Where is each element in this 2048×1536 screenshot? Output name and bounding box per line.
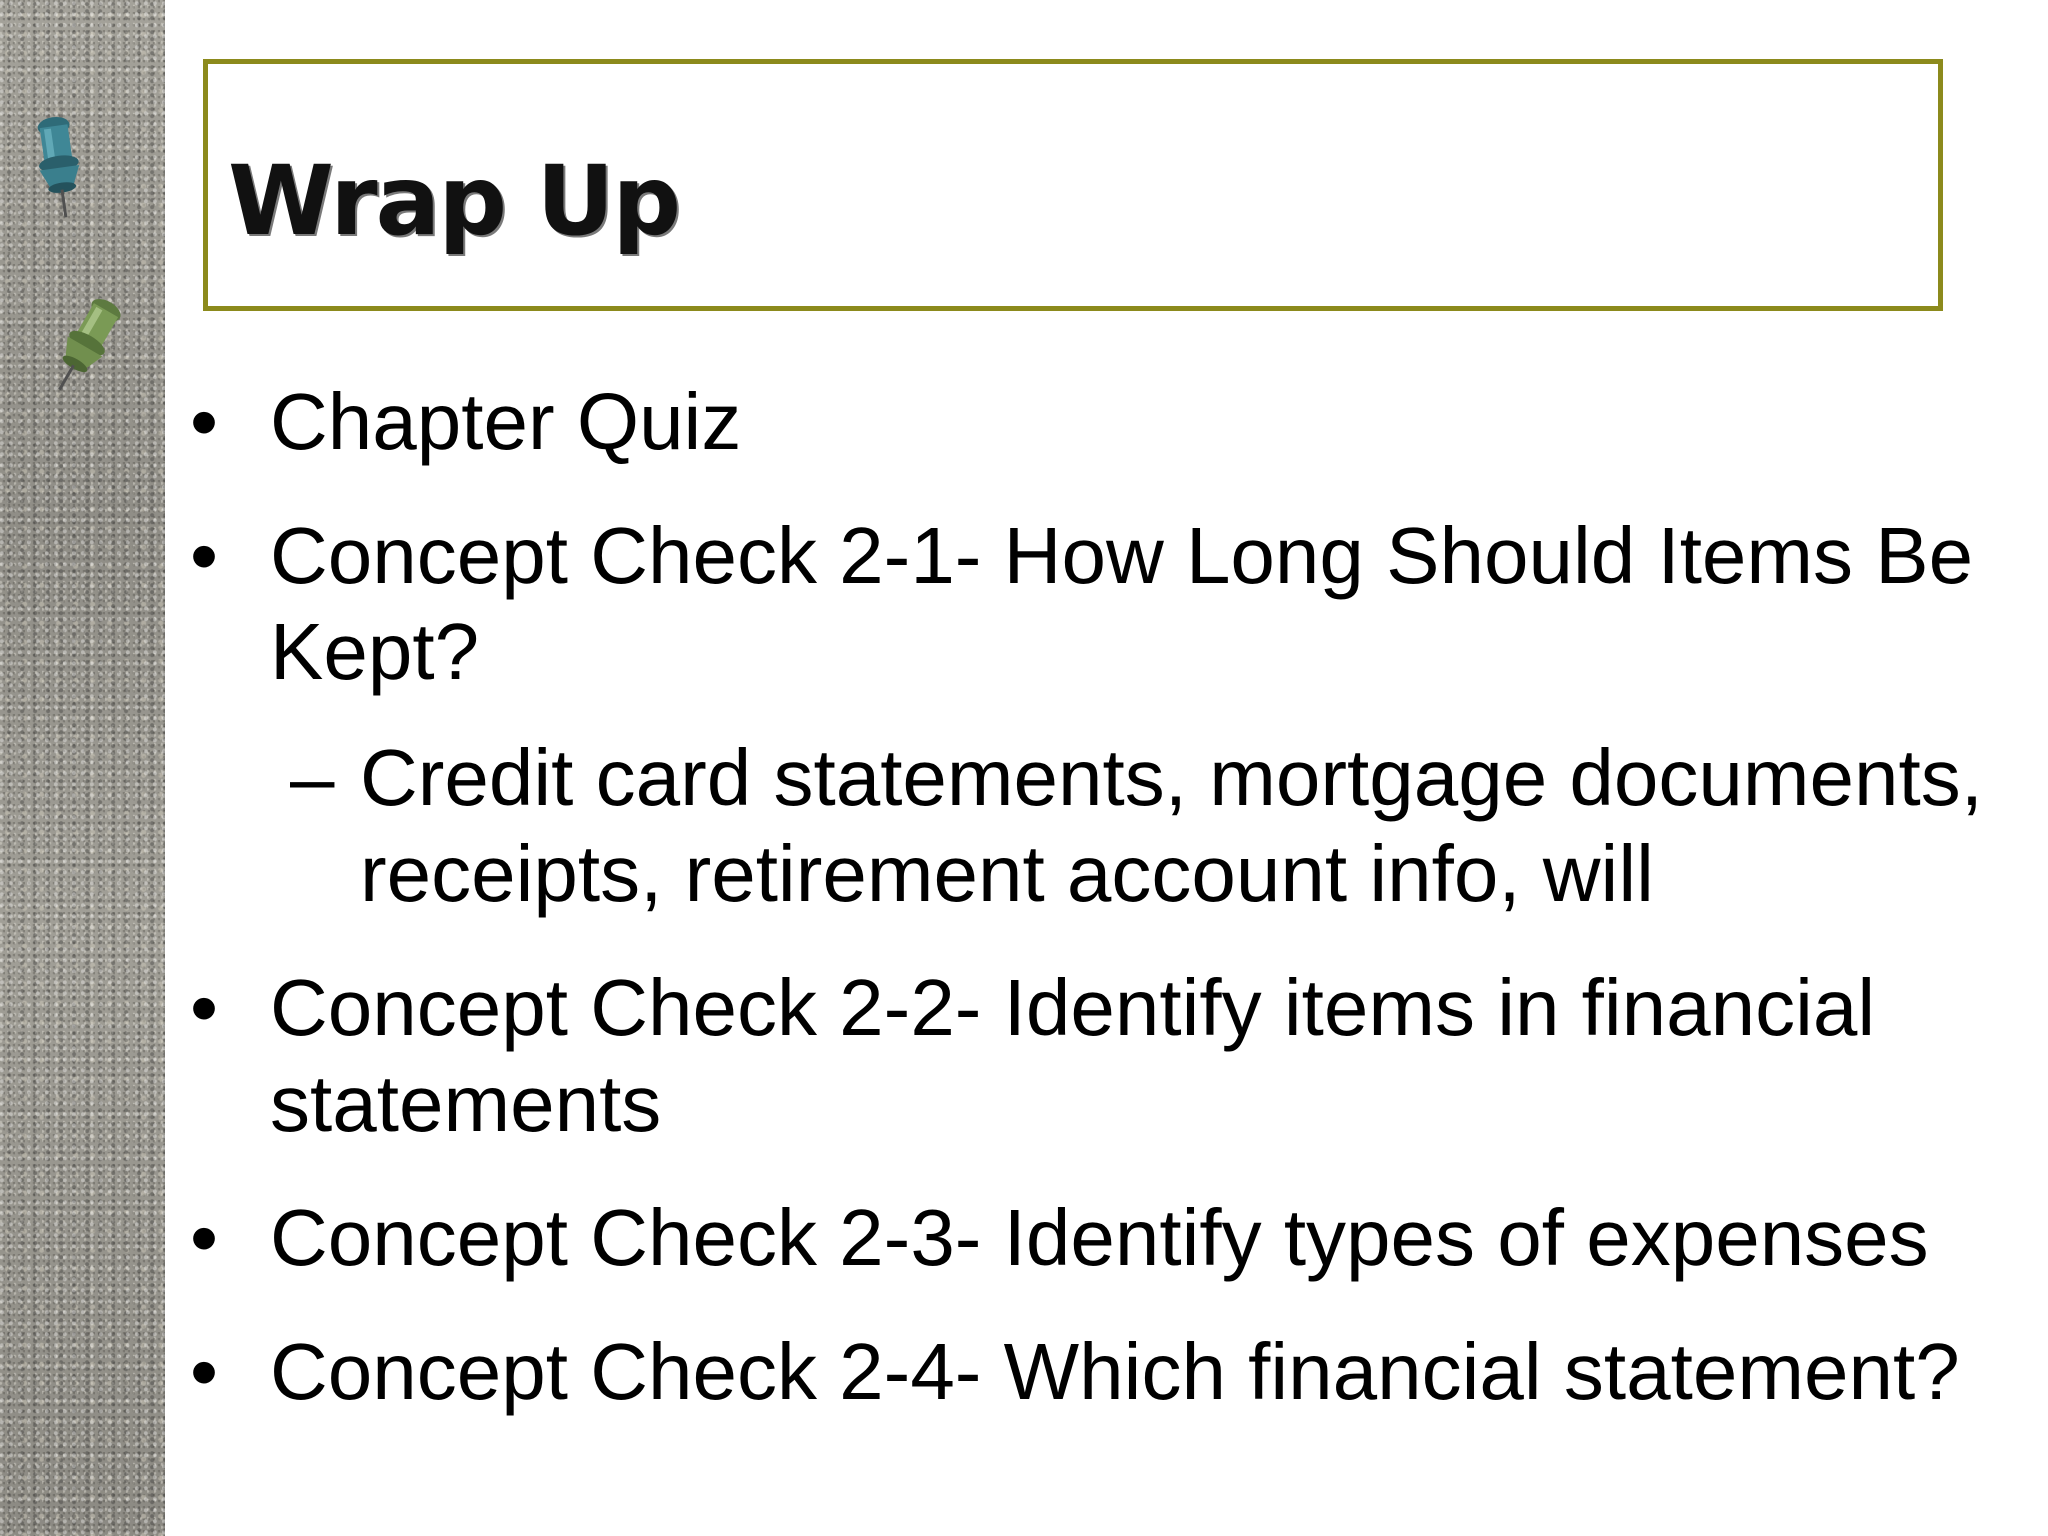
list-item-text: Concept Check 2-2- Identify items in financial statements	[270, 963, 1876, 1148]
bullet-mark: •	[190, 377, 219, 466]
list-item-text: Concept Check 2-4- Which financial statement?	[270, 1327, 1960, 1416]
title-box	[203, 59, 1943, 311]
slide-title: Wrap Up	[228, 145, 680, 257]
list-item-text: Chapter Quiz	[270, 377, 742, 466]
sub-list-item-text: Credit card statements, mortgage documents, receipts, retirement account info, will	[360, 733, 1983, 918]
list-item	[190, 1324, 1990, 1420]
sub-bullet-mark: –	[290, 733, 335, 822]
pushpin-blue-icon	[18, 112, 98, 237]
sub-list-item	[190, 730, 1990, 922]
list-item	[190, 1190, 1990, 1286]
bullet-mark: •	[190, 1193, 219, 1282]
list-item	[190, 374, 1990, 470]
bullet-mark: •	[190, 963, 219, 1052]
list-item-text: Concept Check 2-1- How Long Should Items Be Kept?	[270, 511, 1974, 696]
bullet-mark: •	[190, 1327, 219, 1416]
list-item-text: Concept Check 2-3- Identify types of expenses	[270, 1193, 1929, 1282]
bullet-mark: •	[190, 511, 219, 600]
pushpin-green-icon	[28, 290, 138, 425]
bullet-list	[190, 374, 1990, 1458]
list-item	[190, 508, 1990, 700]
list-item	[190, 960, 1990, 1152]
